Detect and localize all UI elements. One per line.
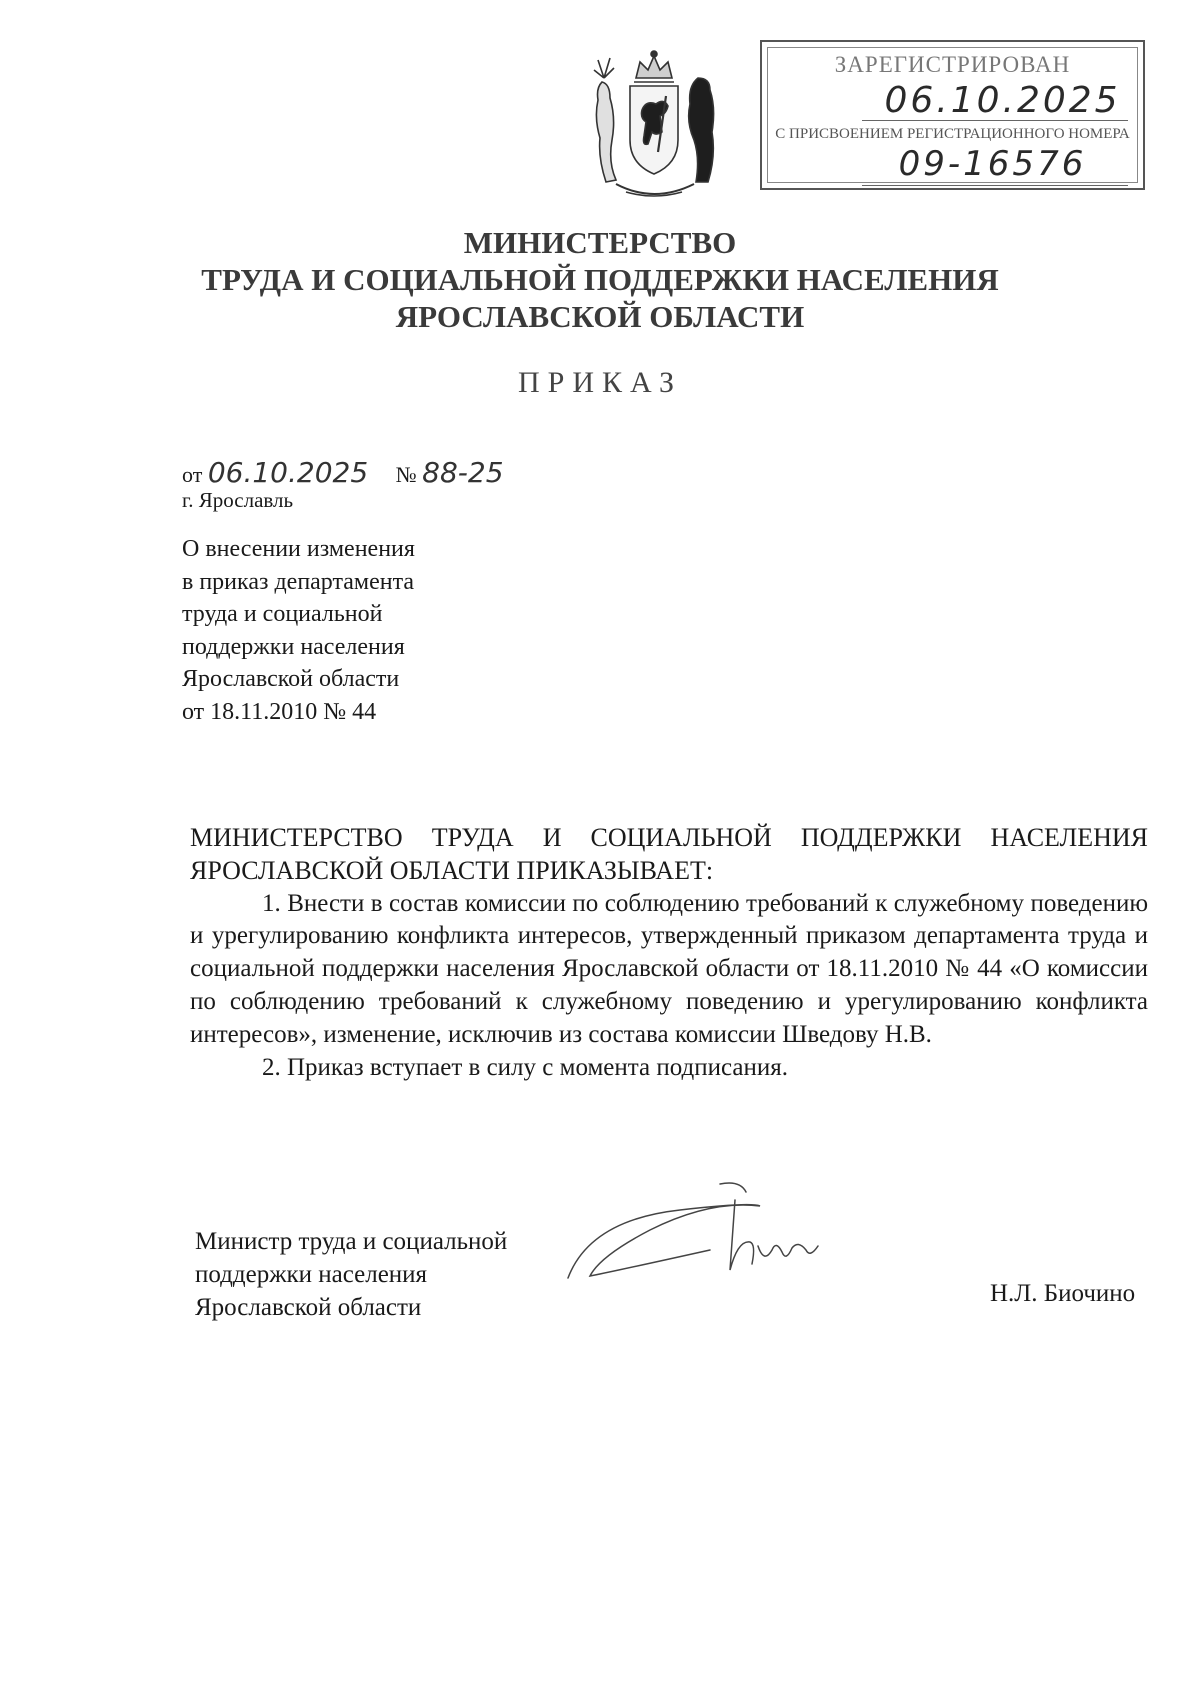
registration-stamp bbox=[760, 40, 1145, 190]
subject-line: труда и социальной bbox=[182, 601, 383, 627]
order-date-number bbox=[182, 456, 504, 489]
signer-title-line: поддержки населения bbox=[195, 1261, 428, 1288]
subject-line: от 18.11.2010 № 44 bbox=[182, 698, 377, 725]
subject-line: О внесении изменения bbox=[182, 536, 415, 562]
handwritten-signature bbox=[560, 1180, 840, 1290]
ministry-title-line1: МИНИСТЕРСТВО bbox=[463, 225, 737, 260]
order-date: 06.10.2025 bbox=[207, 456, 369, 489]
ministry-title-line2: ТРУДА И СОЦИАЛЬНОЙ ПОДДЕРЖКИ НАСЕЛЕНИЯ bbox=[201, 262, 999, 297]
document-type: ПРИКАЗ bbox=[518, 366, 682, 399]
coat-of-arms-emblem bbox=[586, 48, 722, 204]
number-label: № bbox=[395, 462, 417, 487]
order-city: г. Ярославль bbox=[182, 488, 294, 512]
stamp-subtitle: С ПРИСВОЕНИЕМ РЕГИСТРАЦИОННОГО НОМЕРА bbox=[775, 126, 1130, 142]
signer-title bbox=[195, 1225, 507, 1324]
subject-line: Ярославской области bbox=[182, 666, 400, 692]
ministry-title-line3: ЯРОСЛАВСКОЙ ОБЛАСТИ bbox=[395, 299, 805, 334]
signer-title-line: Ярославской области bbox=[195, 1294, 422, 1321]
from-label: от bbox=[182, 462, 203, 487]
order-preamble: МИНИСТЕРСТВО ТРУДА И СОЦИАЛЬНОЙ ПОДДЕРЖКИ НАСЕЛЕНИЯ ЯРОСЛАВСКОЙ ОБЛАСТИ ПРИКАЗЫВАЕТ: bbox=[190, 823, 1148, 885]
order-item-1: 1. Внести в состав комиссии по соблюдению требований к служебному поведению и урегулированию конфликта интересов, утвержденный приказом департамента труда и социальной поддержки населения Ярославской области от 18.11.2010 № 44 «О комиссии по соблюдению требований к служебному поведению и урегулированию конфликта интересов», изменение, исключив из состава комиссии Шведову Н.В. bbox=[190, 889, 1148, 1048]
order-body bbox=[190, 822, 1148, 1084]
stamp-registration-number: 09-16576 bbox=[898, 144, 1087, 184]
subject-line: поддержки населения bbox=[182, 633, 405, 660]
subject-line: в приказ департамента bbox=[182, 568, 415, 595]
stamp-date: 06.10.2025 bbox=[884, 80, 1121, 121]
signer-title-line: Министр труда и социальной bbox=[195, 1228, 508, 1255]
signer-name: Н.Л. Биочино bbox=[990, 1280, 1136, 1307]
order-number: 88-25 bbox=[422, 456, 504, 489]
stamp-divider bbox=[862, 185, 1128, 186]
order-subject bbox=[182, 533, 415, 728]
stamp-divider bbox=[862, 120, 1128, 121]
order-item-2: 2. Приказ вступает в силу с момента подписания. bbox=[262, 1053, 788, 1081]
stamp-title: ЗАРЕГИСТРИРОВАН bbox=[834, 52, 1071, 77]
